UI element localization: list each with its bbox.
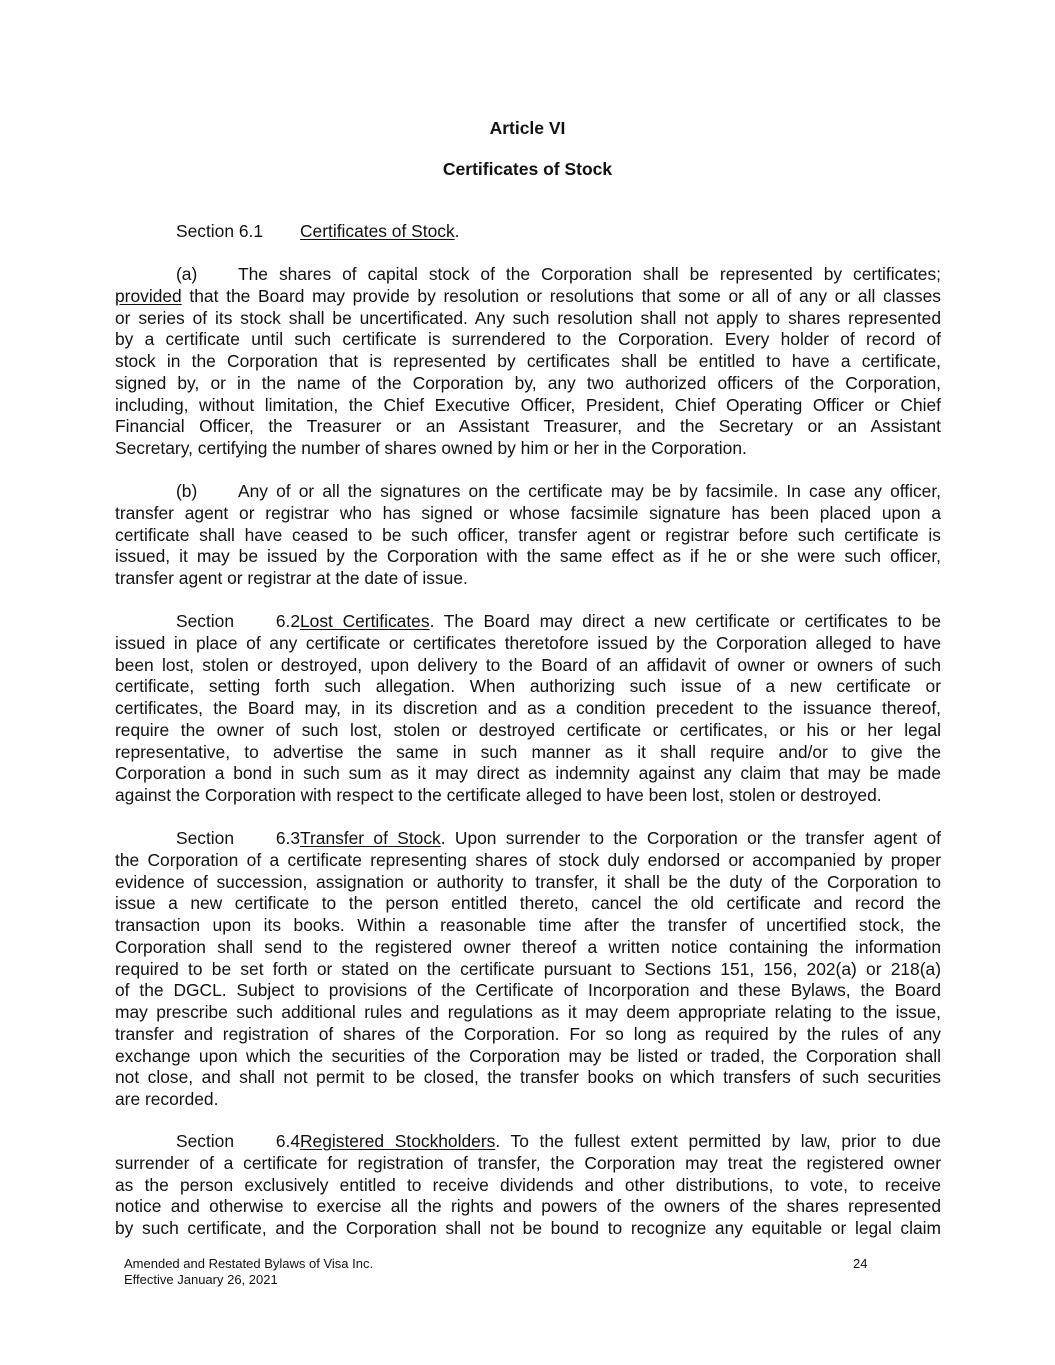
paragraph-line: are recorded.	[115, 1089, 219, 1109]
paragraph-line: the Corporation of a certificate representing shares of stock duly endorsed or accompanied by proper	[115, 849, 941, 870]
paragraph-line: of the DGCL. Subject to provisions of the Certificate of Incorporation and these Bylaws, the Board	[115, 980, 941, 1001]
paragraph-line: required to be set forth or stated on the certificate pursuant to Sections 151, 156, 202(a) or 218(a)	[115, 958, 941, 979]
paragraph-line: certificate, setting forth such allegation. When authorizing such issue of a new certificate or	[115, 676, 941, 697]
paragraph-line: notice and otherwise to exercise all the rights and powers of the owners of the shares represented	[115, 1196, 941, 1217]
section-6-4	[115, 1131, 941, 1240]
paragraph-line: Secretary, certifying the number of shares owned by him or her in the Corporation.	[115, 438, 747, 458]
section-number: Section 6.2	[176, 611, 300, 631]
paragraph-line: surrender of a certificate for registration of transfer, the Corporation may treat the registered owner	[115, 1152, 941, 1173]
paragraph-line: signed by, or in the name of the Corporation by, any two authorized officers of the Corporation,	[115, 372, 941, 393]
paragraph-line: exchange upon which the securities of the Corporation may be listed or traded, the Corporation shall	[115, 1045, 941, 1066]
paragraph-line: against the Corporation with respect to the certificate alleged to have been lost, stolen or destroyed.	[115, 785, 882, 805]
paragraph-label: (a)	[176, 264, 198, 284]
section-6-3	[115, 828, 941, 1111]
provided-term: provided	[115, 285, 182, 306]
section-number: Section 6.4	[176, 1131, 300, 1151]
section-title: Certificates of Stock	[300, 221, 455, 241]
paragraph-line: representative, to advertise the same in such manner as it shall require and/or to give the	[115, 741, 941, 762]
paragraph-line	[115, 286, 941, 308]
paragraph-a	[115, 264, 941, 460]
paragraph-line: or series of its stock shall be uncertificated. Any such resolution shall not apply to shares represented	[115, 307, 941, 328]
paragraph-line: issued, it may be issued by the Corporation with the same effect as if he or she were such officer,	[115, 546, 941, 567]
footer	[124, 1256, 373, 1288]
article-heading: Article VI	[489, 118, 566, 138]
section-number: Section 6.3	[176, 828, 300, 848]
paragraph-line: not close, and shall not permit to be closed, the transfer books on which transfers of such securities	[115, 1067, 941, 1088]
paragraph-line: been lost, stolen or destroyed, upon delivery to the Board of an affidavit of owner or owners of such	[115, 654, 941, 675]
paragraph-line: require the owner of such lost, stolen or destroyed certificate or certificates, or his or her legal	[115, 719, 941, 740]
paragraph-line: as the person exclusively entitled to receive dividends and other distributions, to vote, to receive	[115, 1174, 941, 1195]
section-heading-line	[115, 611, 941, 633]
paragraph-line: issue a new certificate to the person entitled thereto, cancel the old certificate and record the	[115, 893, 941, 914]
footer-effective-date: Effective January 26, 2021	[124, 1272, 278, 1287]
paragraph-b	[115, 481, 941, 590]
article-subtitle: Certificates of Stock	[442, 159, 613, 179]
section-heading-line	[115, 828, 941, 850]
paragraph-line: issued in place of any certificate or certificates theretofore issued by the Corporation alleged to have	[115, 632, 941, 653]
paragraph-line: by a certificate until such certificate is surrendered to the Corporation. Every holder of record of	[115, 329, 941, 350]
paragraph-line	[115, 481, 941, 503]
paragraph-line: Financial Officer, the Treasurer or an Assistant Treasurer, and the Secretary or an Assistant	[115, 416, 941, 437]
page-number: 24	[853, 1256, 868, 1271]
paragraph-text: that the Board may provide by resolution or resolutions that some or all of any or all classes	[181, 285, 941, 306]
paragraph-label: (b)	[176, 481, 198, 501]
paragraph-line: stock in the Corporation that is represented by certificates shall be entitled to have a certificate,	[115, 351, 941, 371]
paragraph-line: transaction upon its books. Within a reasonable time after the transfer of uncertified stock, the	[115, 915, 941, 935]
section-6-2	[115, 611, 941, 807]
paragraph-text: The shares of capital stock of the Corporation shall be represented by certificates;	[238, 264, 941, 284]
paragraph-line: certificates, the Board may, in its discretion and as a condition precedent to the issuance thereof,	[115, 698, 941, 718]
paragraph-text: . The Board may direct a new certificate or certificates to be	[429, 611, 941, 631]
section-title: Registered Stockholders	[300, 1131, 496, 1151]
paragraph-line: may prescribe such additional rules and regulations as it may deem appropriate relating to the issue,	[115, 1002, 941, 1022]
paragraph-line: by such certificate, and the Corporation shall not be bound to recognize any equitable or legal claim	[115, 1218, 941, 1238]
paragraph-line: Corporation shall send to the registered owner thereof a written notice containing the information	[115, 936, 941, 957]
paragraph-text: Any of or all the signatures on the certificate may be by facsimile. In case any officer,	[238, 481, 941, 501]
paragraph-line: transfer agent or registrar at the date of issue.	[115, 568, 468, 588]
paragraph-line: Corporation a bond in such sum as it may direct as indemnity against any claim that may be made	[115, 763, 941, 784]
paragraph-line: evidence of succession, assignation or authority to transfer, it shall be the duty of the Corporation to	[115, 871, 941, 892]
section-number: Section 6.1	[176, 221, 264, 241]
section-6-1-heading	[115, 221, 941, 243]
section-heading-line	[115, 221, 941, 243]
section-title: Transfer of Stock	[300, 828, 441, 848]
section-heading-line	[115, 1131, 941, 1153]
paragraph-line	[115, 264, 941, 286]
paragraph-line: including, without limitation, the Chief Executive Officer, President, Chief Operating Officer or Chief	[115, 394, 941, 415]
section-title-suffix: .	[454, 221, 460, 241]
footer-doc-title: Amended and Restated Bylaws of Visa Inc.	[124, 1256, 374, 1271]
paragraph-text: . Upon surrender to the Corporation or the transfer agent of	[440, 828, 941, 848]
paragraph-text: . To the fullest extent permitted by law, prior to due	[495, 1131, 941, 1151]
paragraph-line: transfer agent or registrar who has signed or whose facsimile signature has been placed upon a	[115, 502, 941, 523]
paragraph-line: transfer and registration of shares of the Corporation. For so long as required by the rules of any	[115, 1023, 941, 1044]
paragraph-line: certificate shall have ceased to be such officer, transfer agent or registrar before such certificate is	[115, 524, 941, 545]
section-title: Lost Certificates	[300, 611, 430, 631]
